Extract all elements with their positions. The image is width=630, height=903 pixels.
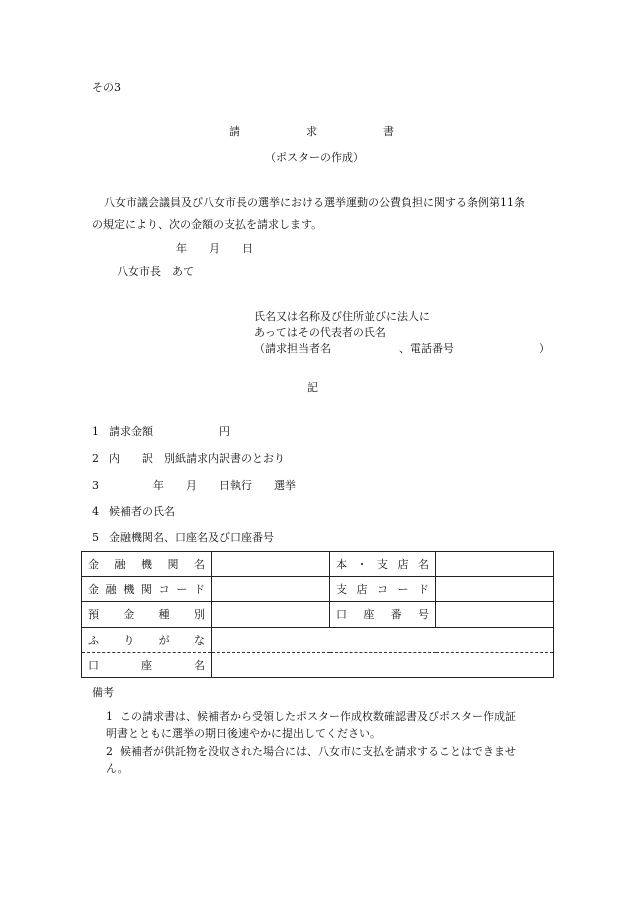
branch-code-label: 支店コード xyxy=(330,577,436,602)
item-number: 5 xyxy=(92,531,99,544)
bank-name-field[interactable] xyxy=(212,552,330,577)
item-number: 2 xyxy=(92,452,99,465)
page-title: 請 求 書 xyxy=(229,125,394,138)
remark-text-line1: 候補者が供託物を没収された場合には、八女市に支払を請求することはできませ xyxy=(120,745,516,758)
table-row xyxy=(82,652,554,677)
document-number: その3 xyxy=(92,81,121,94)
account-number-label: 口座番号 xyxy=(330,602,436,627)
bank-account-table xyxy=(81,551,554,678)
remark-number: 2 xyxy=(106,745,113,758)
remarks-heading: 備考 xyxy=(92,686,114,699)
intro-text-line2: の規定により、次の金額の支払を請求します。 xyxy=(92,218,323,231)
deposit-type-field[interactable] xyxy=(212,602,330,627)
deposit-type-label: 預金種別 xyxy=(82,602,212,627)
item-number: 1 xyxy=(92,425,99,438)
item-text: 金融機関名、口座名及び口座番号 xyxy=(109,531,274,544)
table-row xyxy=(82,627,554,652)
bank-code-field[interactable] xyxy=(212,577,330,602)
remark-text-line2: ん。 xyxy=(106,762,129,775)
item-text: 年 月 日執行 選挙 xyxy=(109,479,296,492)
branch-name-field[interactable] xyxy=(436,552,554,577)
remark-number: 1 xyxy=(106,710,113,723)
item-text: 候補者の氏名 xyxy=(109,505,175,518)
account-number-field[interactable] xyxy=(436,602,554,627)
bank-code-label: 金融機関コード xyxy=(82,577,212,602)
contact-person-label: （請求担当者名 xyxy=(254,342,331,355)
item-number: 3 xyxy=(92,479,99,492)
branch-name-label: 本・支店名 xyxy=(330,552,436,577)
ki-heading: 記 xyxy=(307,381,318,394)
page-subtitle: （ポスターの作成） xyxy=(265,151,364,164)
intro-text-line1: 八女市議会議員及び八女市長の選挙における選挙運動の公費負担に関する条例第11条 xyxy=(104,196,525,209)
remark-text-line1: この請求書は、候補者から受領したポスター作成枚数確認書及びポスター作成証 xyxy=(120,710,516,723)
applicant-line1: 氏名又は名称及び住所並びに法人に xyxy=(254,310,430,323)
furigana-label: ふりがな xyxy=(82,627,212,652)
account-name-label: 口座名 xyxy=(82,652,212,677)
table-row xyxy=(82,602,554,627)
branch-code-field[interactable] xyxy=(436,577,554,602)
item-number: 4 xyxy=(92,505,99,518)
addressee: 八女市長 あて xyxy=(117,265,194,278)
phone-label: 、電話番号 xyxy=(399,342,454,355)
furigana-field[interactable] xyxy=(212,627,554,652)
applicant-line2: あってはその代表者の氏名 xyxy=(254,326,386,339)
date-line: 年 月 日 xyxy=(176,242,253,255)
item-text: 内 訳 別紙請求内訳書のとおり xyxy=(109,452,285,465)
table-row xyxy=(82,577,554,602)
remark-text-line2: 明書とともに選挙の期日後速やかに提出してください。 xyxy=(106,727,381,740)
bank-name-label: 金融機関名 xyxy=(82,552,212,577)
closing-paren: ） xyxy=(539,342,550,355)
item-text: 請求金額 円 xyxy=(109,425,230,438)
table-row xyxy=(82,552,554,577)
account-name-field[interactable] xyxy=(212,652,554,677)
